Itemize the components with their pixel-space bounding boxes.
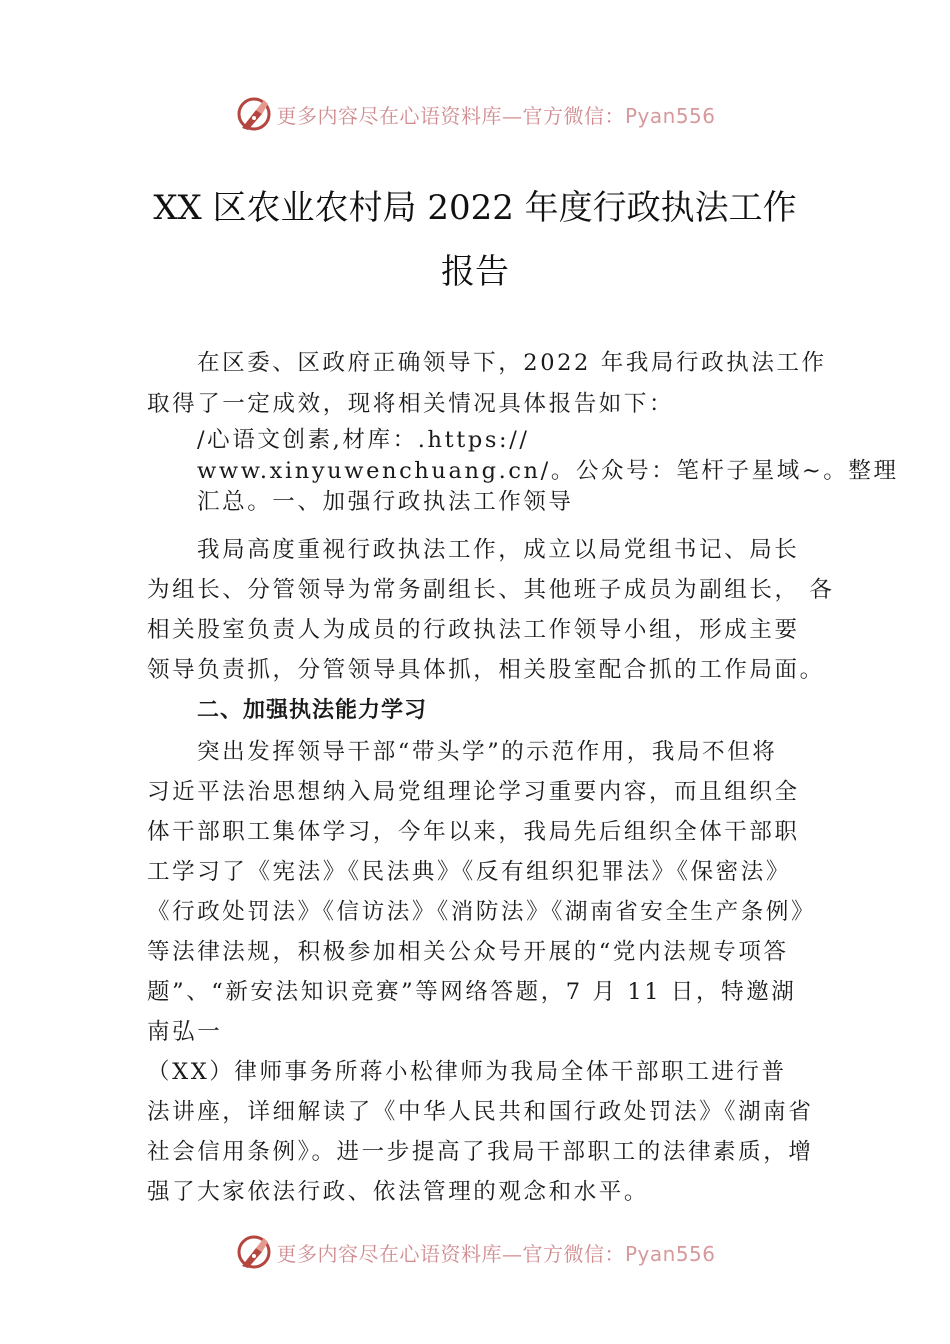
document-title	[0, 176, 950, 304]
section-heading-2: 二、加强执法能力学习	[197, 698, 428, 723]
intro-line-2: 取得了一定成效，现将相关情况具体报告如下：	[147, 391, 675, 417]
para2-line: 题”、“新安法知识竞赛”等网络答题，7 月 11 日，特邀湖	[147, 979, 797, 1005]
title-line-1: XX 区农业农村局 2022 年度行政执法工作	[153, 188, 797, 228]
title-line-2: 报告	[441, 252, 509, 292]
banner-text: 更多内容尽在心语资料库—官方微信：Pyan556	[276, 103, 716, 128]
watermark-line-3: 汇总。一、加强行政执法工作领导	[197, 489, 574, 515]
para1-line: 我局高度重视行政执法工作，成立以局党组书记、局长	[197, 537, 800, 563]
pen-nib-logo-icon	[234, 1232, 274, 1272]
para2-line: （XX）律师事务所蒋小松律师为我局全体干部职工进行普	[147, 1059, 787, 1085]
watermark-line-2: www.xinyuwenchuang.cn/。公众号：笔杆子星域~。整理	[197, 458, 899, 484]
para1-line: 领导负责抓，分管领导具体抓，相关股室配合抓的工作局面。	[147, 657, 825, 683]
para2-line: 等法律法规，积极参加相关公众号开展的“党内法规专项答	[147, 939, 789, 965]
pen-nib-logo-icon	[234, 94, 274, 134]
para1-line: 相关股室负责人为成员的行政执法工作领导小组，形成主要	[147, 617, 800, 643]
para2-line: 社会信用条例》。进一步提高了我局干部职工的法律素质，增	[147, 1139, 814, 1165]
document-body	[147, 343, 899, 1212]
footer-banner	[0, 1230, 950, 1274]
para1-line: 为组长、分管领导为常务副组长、其他班子成员为副组长， 各	[147, 577, 835, 603]
intro-line-1: 在区委、区政府正确领导下，2022 年我局行政执法工作	[197, 350, 827, 376]
para2-line: 体干部职工集体学习，今年以来，我局先后组织全体干部职	[147, 819, 800, 845]
header-banner	[0, 92, 950, 136]
para2-line: 工学习了《宪法》《民法典》《反有组织犯罪法》《保密法》	[147, 859, 791, 885]
para2-line: 《行政处罚法》《信访法》《消防法》《湖南省安全生产条例》	[147, 899, 817, 925]
para2-line: 习近平法治思想纳入局党组理论学习重要内容，而且组织全	[147, 779, 800, 805]
watermark-line-1: /心语文创素,材库：.https://	[197, 427, 530, 453]
para2-line: 法讲座，详细解读了《中华人民共和国行政处罚法》《湖南省	[147, 1099, 814, 1125]
banner-text: 更多内容尽在心语资料库—官方微信：Pyan556	[276, 1241, 716, 1266]
para2-line: 强了大家依法行政、依法管理的观念和水平。	[147, 1179, 650, 1205]
para2-line: 突出发挥领导干部“带头学”的示范作用，我局不但将	[197, 739, 778, 765]
para2-line: 南弘一	[147, 1019, 223, 1045]
